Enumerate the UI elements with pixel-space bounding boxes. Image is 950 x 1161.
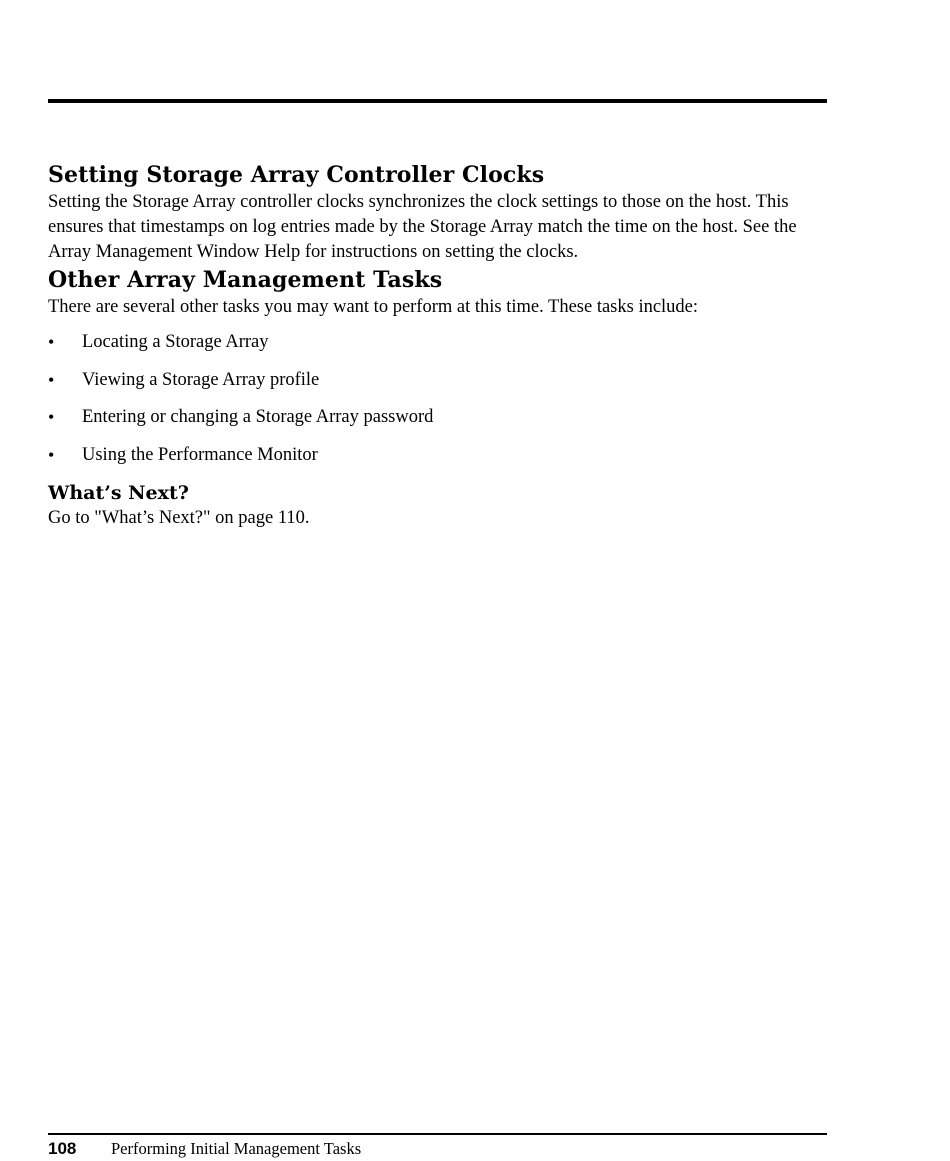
controller-clocks-paragraph: Setting the Storage Array controller clocks synchronizes the clock settings to those on the host. This ensures that timestamps on log entries made by the Storage Array match the time on the host. See the Array Management Window Help for instructions on setting the clocks. bbox=[48, 192, 797, 262]
header-rule bbox=[48, 99, 827, 103]
list-item-text: Locating a Storage Array bbox=[82, 332, 269, 352]
other-tasks-intro: There are several other tasks you may want to perform at this time. These tasks include: bbox=[48, 297, 699, 317]
bullet-icon: • bbox=[48, 407, 55, 428]
footer-rule bbox=[48, 1133, 827, 1135]
section-heading-controller-clocks: Setting Storage Array Controller Clocks bbox=[48, 162, 545, 188]
list-item bbox=[48, 330, 808, 355]
page-footer bbox=[48, 1139, 361, 1161]
list-item bbox=[48, 405, 808, 430]
footer-chapter-title: Performing Initial Management Tasks bbox=[111, 1139, 362, 1158]
page-content bbox=[48, 160, 808, 531]
list-item-text: Viewing a Storage Array profile bbox=[82, 369, 320, 390]
whats-next-cross-reference: Go to "What’s Next?" on page 110. bbox=[48, 508, 310, 529]
page-number: 108 bbox=[48, 1139, 77, 1158]
bullet-icon: • bbox=[48, 444, 55, 465]
section-heading-other-tasks: Other Array Management Tasks bbox=[48, 267, 443, 293]
section-heading-whats-next: What’s Next? bbox=[48, 482, 189, 505]
list-item bbox=[48, 443, 808, 468]
list-item-text: Entering or changing a Storage Array password bbox=[82, 407, 434, 428]
list-item bbox=[48, 368, 808, 393]
bullet-icon: • bbox=[48, 369, 55, 390]
task-list bbox=[48, 330, 808, 468]
list-item-text: Using the Performance Monitor bbox=[82, 444, 318, 465]
bullet-icon: • bbox=[48, 332, 55, 352]
